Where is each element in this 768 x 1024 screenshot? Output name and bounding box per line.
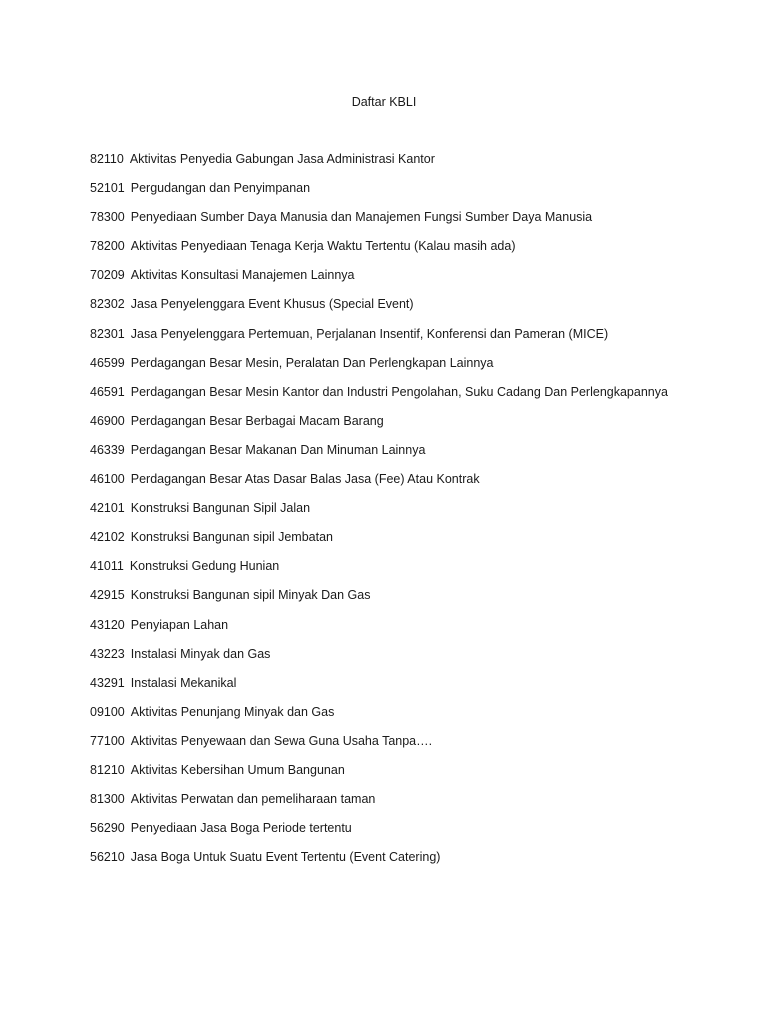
kbli-code: 82301 [90, 326, 125, 341]
kbli-code: 81300 [90, 792, 125, 807]
kbli-code: 46100 [90, 472, 125, 487]
kbli-description: Instalasi Minyak dan Gas [130, 646, 271, 661]
kbli-description: Konstruksi Bangunan sipil Minyak Dan Gas [130, 588, 371, 603]
list-item [90, 209, 750, 238]
document-title: Daftar KBLI [351, 95, 417, 109]
list-item [90, 617, 750, 646]
list-item [90, 151, 750, 180]
list-item [90, 762, 750, 791]
kbli-code: 46900 [90, 413, 125, 428]
kbli-description: Perdagangan Besar Berbagai Macam Barang [130, 413, 384, 428]
kbli-description: Konstruksi Bangunan sipil Jembatan [130, 530, 333, 545]
list-item [90, 267, 750, 296]
kbli-code: 43120 [90, 617, 125, 632]
list-item [90, 820, 750, 849]
kbli-code: 43223 [90, 646, 125, 661]
kbli-description: Perdagangan Besar Makanan Dan Minuman Lainnya [130, 442, 426, 457]
list-item [90, 413, 750, 442]
kbli-description: Pergudangan dan Penyimpanan [130, 181, 311, 196]
list-item [90, 733, 750, 762]
list-item [90, 326, 750, 355]
kbli-description: Aktivitas Penyewaan dan Sewa Guna Usaha Tanpa…. [130, 733, 433, 748]
kbli-code: 46591 [90, 384, 125, 399]
kbli-description: Konstruksi Bangunan Sipil Jalan [130, 501, 311, 516]
kbli-code: 46339 [90, 442, 125, 457]
kbli-description: Aktivitas Penunjang Minyak dan Gas [130, 704, 335, 719]
kbli-description: Penyiapan Lahan [130, 617, 229, 632]
list-item [90, 675, 750, 704]
list-item [90, 704, 750, 733]
list-item [90, 646, 750, 675]
kbli-code: 70209 [90, 268, 125, 283]
list-item [90, 558, 750, 587]
kbli-code: 82302 [90, 297, 125, 312]
kbli-description: Jasa Penyelenggara Pertemuan, Perjalanan Insentif, Konferensi dan Pameran (MICE) [130, 326, 609, 341]
kbli-code: 56290 [90, 821, 125, 836]
kbli-description: Konstruksi Gedung Hunian [129, 559, 280, 574]
kbli-description: Penyediaan Sumber Daya Manusia dan Manajemen Fungsi Sumber Daya Manusia [130, 210, 593, 225]
list-item [90, 355, 750, 384]
list-item [90, 471, 750, 500]
list-item [90, 180, 750, 209]
list-item [90, 849, 750, 878]
kbli-description: Aktivitas Kebersihan Umum Bangunan [130, 762, 345, 777]
kbli-description: Instalasi Mekanikal [130, 675, 237, 690]
kbli-description: Aktivitas Penyedia Gabungan Jasa Administrasi Kantor [129, 152, 435, 166]
kbli-code: 56210 [90, 850, 125, 865]
kbli-code: 52101 [90, 181, 125, 196]
list-item [90, 296, 750, 325]
kbli-list [90, 151, 750, 878]
list-item [90, 500, 750, 529]
kbli-code: 81210 [90, 762, 125, 777]
kbli-description: Perdagangan Besar Atas Dasar Balas Jasa (Fee) Atau Kontrak [130, 472, 480, 487]
kbli-code: 41011 [90, 559, 124, 574]
list-item [90, 238, 750, 267]
kbli-code: 42101 [90, 501, 125, 516]
kbli-code: 42102 [90, 530, 125, 545]
kbli-code: 42915 [90, 588, 125, 603]
list-item [90, 791, 750, 820]
kbli-code: 09100 [90, 704, 125, 719]
list-item [90, 442, 750, 471]
list-item [90, 587, 750, 616]
kbli-code: 78300 [90, 210, 125, 225]
kbli-description: Penyediaan Jasa Boga Periode tertentu [130, 821, 352, 836]
kbli-description: Jasa Boga Untuk Suatu Event Tertentu (Event Catering) [130, 850, 441, 865]
kbli-description: Aktivitas Konsultasi Manajemen Lainnya [130, 268, 355, 283]
kbli-description: Perdagangan Besar Mesin Kantor dan Industri Pengolahan, Suku Cadang Dan Perlengkapannya [130, 384, 668, 399]
kbli-description: Perdagangan Besar Mesin, Peralatan Dan Perlengkapan Lainnya [130, 355, 494, 370]
kbli-code: 78200 [90, 239, 125, 254]
list-item [90, 384, 750, 413]
kbli-description: Jasa Penyelenggara Event Khusus (Special Event) [130, 297, 414, 312]
kbli-code: 46599 [90, 355, 125, 370]
kbli-description: Aktivitas Penyediaan Tenaga Kerja Waktu Tertentu (Kalau masih ada) [130, 239, 516, 254]
list-item [90, 529, 750, 558]
kbli-description: Aktivitas Perwatan dan pemeliharaan taman [130, 792, 376, 807]
kbli-code: 43291 [90, 675, 125, 690]
kbli-code: 82110 [90, 152, 124, 166]
kbli-code: 77100 [90, 733, 125, 748]
